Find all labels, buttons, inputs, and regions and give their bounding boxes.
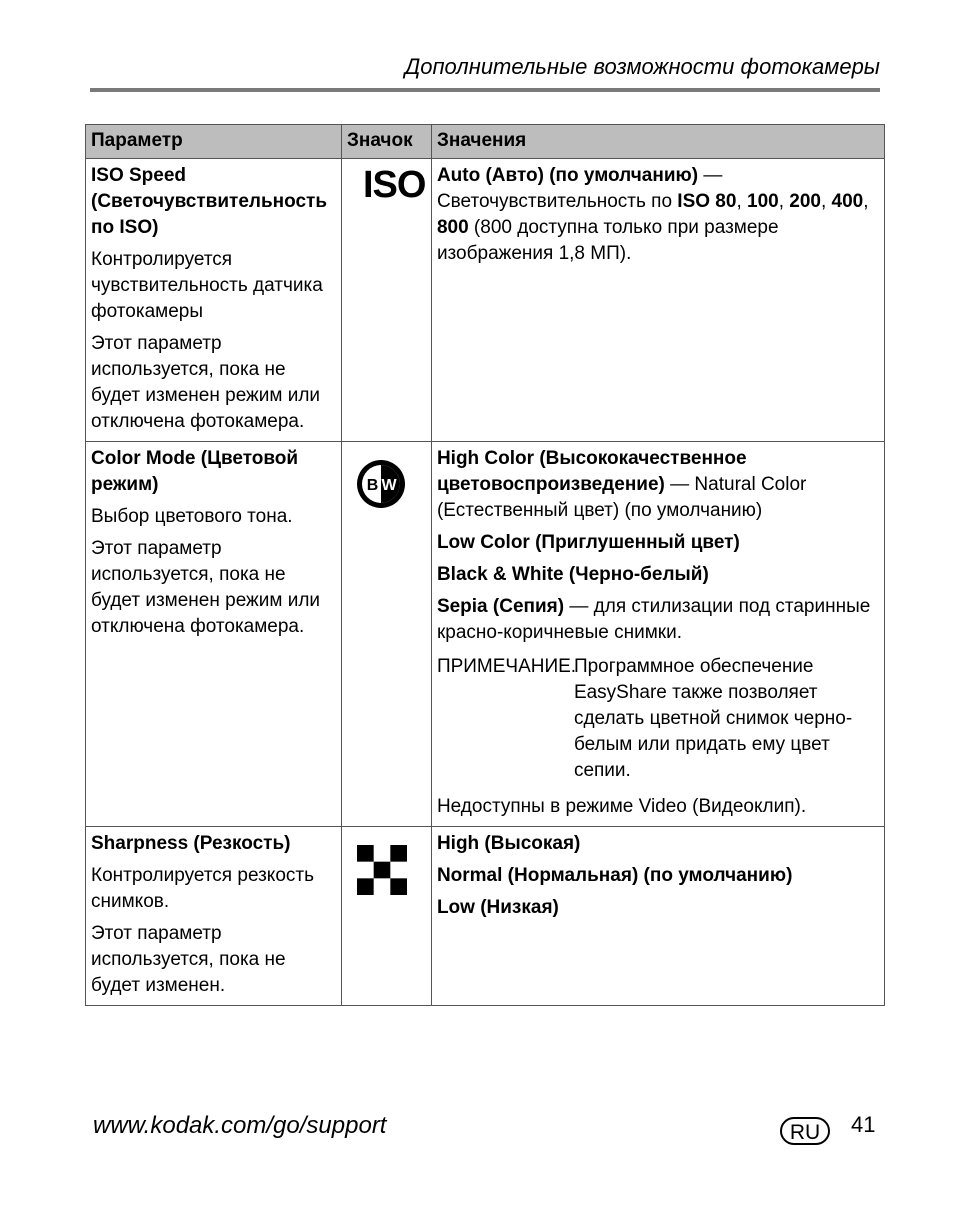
- param-desc-iso-2: Этот параметр используется, пока не будет изменен режим или отключена фотокамера.: [91, 333, 321, 432]
- color-high-rest: — Natural Color (Естественный цвет) (по умолчанию): [436, 474, 807, 521]
- iso-value-200: 200: [789, 191, 821, 212]
- values-cell-sharpness: [431, 827, 884, 1006]
- color-sepia-rest: — для стилизации под старинные красно-коричневые снимки.: [436, 596, 871, 643]
- values-cell-iso: [431, 159, 884, 442]
- icon-cell-color-mode: [341, 442, 431, 827]
- bw-icon-w-letter: W: [381, 477, 397, 494]
- color-note-label: ПРИМЕЧАНИЕ.: [436, 656, 577, 677]
- sharpness-normal: Normal (Нормальная) (по умолчанию): [436, 865, 793, 886]
- column-header-values: Значения: [431, 125, 884, 159]
- iso-sens-text: Светочувствительность по: [436, 191, 678, 212]
- color-high-line: [437, 446, 879, 524]
- parameters-table: [85, 124, 885, 1006]
- table-row-sharpness: [86, 827, 885, 1006]
- param-cell-sharpness: [86, 827, 342, 1006]
- sharpness-checker-icon: [357, 845, 407, 895]
- column-header-parameter: Параметр: [86, 125, 342, 159]
- param-desc-sharpness-2: Этот параметр используется, пока не будет изменен.: [91, 923, 286, 996]
- param-desc-sharpness-1: Контролируется резкость снимков.: [91, 865, 314, 912]
- icon-cell-iso: [341, 159, 431, 442]
- iso-auto-dash: —: [698, 165, 723, 186]
- param-desc-iso-1: Контролируется чувствительность датчика фотокамеры: [91, 249, 323, 322]
- sharpness-high: High (Высокая): [436, 833, 581, 854]
- table-header-row: [86, 125, 885, 159]
- param-cell-color-mode: [86, 442, 342, 827]
- header-rule: [90, 88, 880, 92]
- color-note-text: Программное обеспечение EasyShare также позволяет сделать цветной снимок черно-белым или придать ему цвет сепии.: [573, 656, 853, 781]
- sharpness-low: Low (Низкая): [436, 897, 559, 918]
- param-title-iso: ISO Speed (Светочувствительность по ISO): [91, 165, 328, 238]
- param-desc-color-mode-2: Этот параметр используется, пока не будет изменен режим или отключена фотокамера.: [91, 538, 321, 637]
- color-note: [437, 654, 879, 784]
- bw-icon-b-letter: B: [366, 477, 379, 494]
- iso-auto-label: Auto (Авто) (по умолчанию): [436, 165, 699, 186]
- color-unavailable: Недоступны в режиме Video (Видеоклип).: [436, 796, 807, 817]
- page-header-title: Дополнительные возможности фотокамеры: [404, 54, 880, 79]
- footer-support-url: www.kodak.com/go/support: [93, 1112, 387, 1139]
- bw-color-mode-icon: [355, 458, 407, 510]
- page-number: 41: [851, 1112, 876, 1137]
- iso-icon: ISO: [362, 164, 426, 206]
- param-title-sharpness: Sharpness (Резкость): [91, 833, 291, 854]
- icon-cell-sharpness: [341, 827, 431, 1006]
- color-sepia-line: [437, 594, 879, 646]
- param-desc-color-mode-1: Выбор цветового тона.: [91, 506, 293, 527]
- color-high-label: High Color (Высококачественное цветовоспроизведение): [436, 448, 747, 495]
- param-title-color-mode: Color Mode (Цветовой режим): [91, 448, 299, 495]
- iso-value-800: 800: [436, 217, 469, 238]
- iso-note: (800 доступна только при размере изображения 1,8 МП).: [436, 217, 779, 264]
- iso-value-400: 400: [831, 191, 864, 212]
- param-cell-iso: [86, 159, 342, 442]
- language-badge: RU: [780, 1117, 830, 1145]
- table-row-color-mode: [86, 442, 885, 827]
- iso-auto-line: Auto (Авто) (по умолчанию) — Светочувствительность по ISO 80, 100, 200, 400, 800 (800 доступна только при размере изображения 1,8 МП).: [436, 165, 869, 264]
- table-row-iso: [86, 159, 885, 442]
- iso-value-100: 100: [747, 191, 779, 212]
- iso-value-80: ISO 80: [677, 191, 737, 212]
- color-low: Low Color (Приглушенный цвет): [436, 532, 740, 553]
- values-cell-color-mode: [431, 442, 884, 827]
- color-bw: Black & White (Черно-белый): [436, 564, 709, 585]
- column-header-icon: Значок: [341, 125, 431, 159]
- color-sepia-label: Sepia (Сепия): [436, 596, 565, 617]
